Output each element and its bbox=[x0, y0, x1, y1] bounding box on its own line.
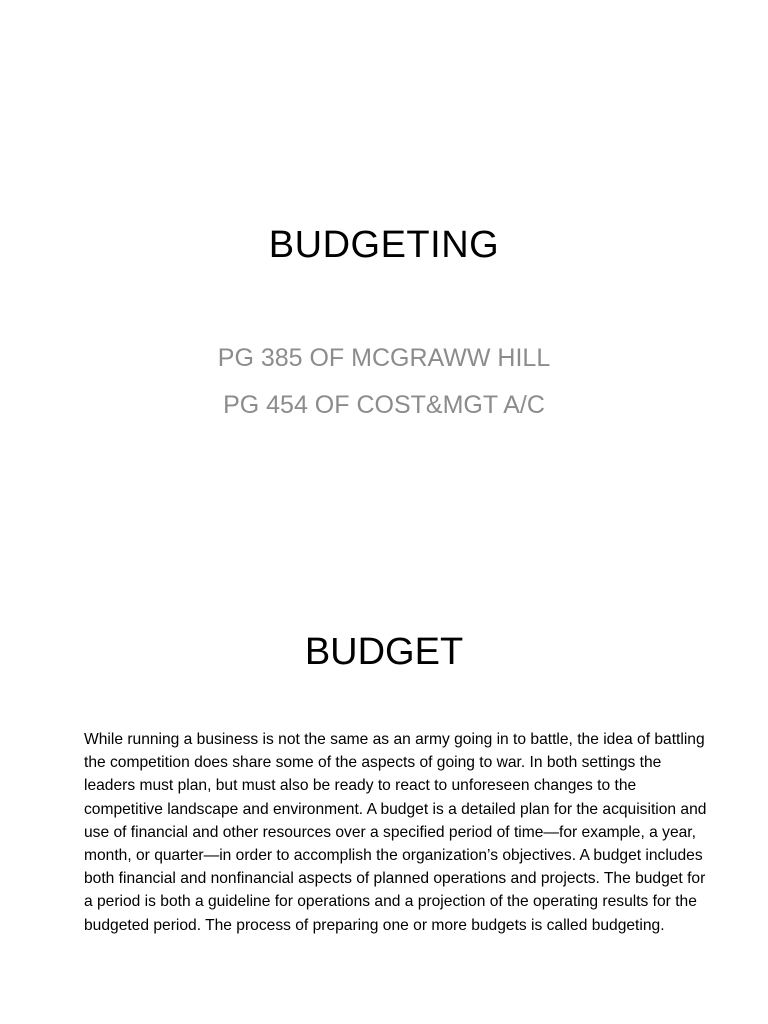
body-paragraph: While running a business is not the same as an army going in to battle, the idea of battling the competition does share some of the aspects of going to war. In both settings the leaders must plan, but must also be ready to react to unforeseen changes to the competitive landscape and environment. A budget is a detailed plan for the acquisition and use of financial and other resources over a specified period of time—for example, a year, month, or quarter—in order to accomplish the organization’s objectives. A budget includes both financial and nonfinancial aspects of planned operations and projects. The budget for a period is both a guideline for operations and a projection of the operating results for the budgeted period. The process of preparing one or more budgets is called budgeting. bbox=[84, 731, 707, 934]
slide-subtitle bbox=[0, 335, 768, 429]
slide-budget bbox=[0, 512, 768, 1024]
subtitle-line: PG 385 OF MCGRAWW HILL bbox=[217, 344, 551, 372]
slide-title: BUDGETING bbox=[268, 224, 500, 266]
subtitle-line: PG 454 OF COST&MGT A/C bbox=[223, 391, 545, 419]
slide-title: BUDGET bbox=[304, 631, 464, 673]
